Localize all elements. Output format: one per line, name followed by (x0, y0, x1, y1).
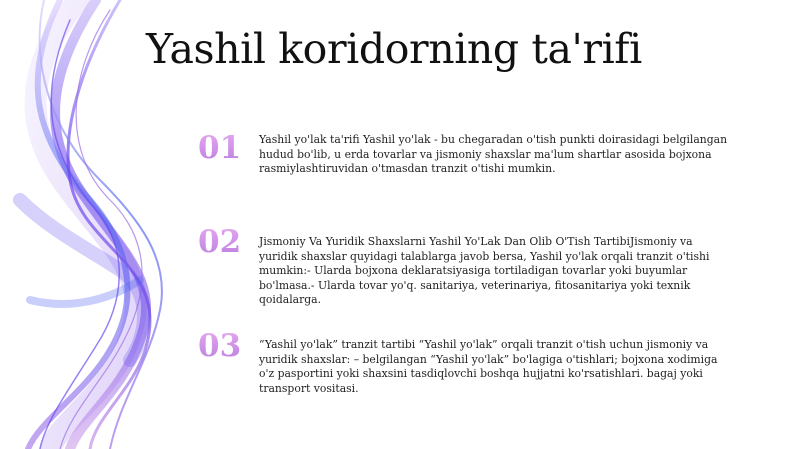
item-number-02: 02 (198, 224, 242, 260)
item-text-03: “Yashil yo'lak” tranzit tartibi “Yashil yo'lak” orqali tranzit o'tish uchun jismoniy va yuridik shaxslar: – belgilangan “Yashil yo'lak” bo'lagiga o'tishlari; bojxona xodimiga o'z pasportini yoki shaxsini tasdiqlovchi boshqa hujjatni ko'rsatishlari. bagaj yoki transport vositasi. (259, 338, 718, 395)
slide-title: Yashil koridorning ta'rifi (146, 25, 642, 73)
item-text-02: Jismoniy Va Yuridik Shaxslarni Yashil Yo'Lak Dan Olib O'Tish TartibiJismoniy va yuridik shaxslar quyidagi talablarga javob bersa, Yashil yo'lak orqali tranzit o'tishi mumkin:- Ularda bojxona deklaratsiyasiga tortiladigan tovarlar yoki buyumlar bo'lmasa.- Ularda tovar yo'q. sanitariya, veterinariya, fitosanitariya yoki texnik qoidalarga. (259, 235, 710, 307)
item-number-03: 03 (198, 328, 242, 364)
item-number-01: 01 (198, 130, 242, 166)
item-text-01: Yashil yo'lak ta'rifi Yashil yo'lak - bu chegaradan o'tish punkti doirasidagi belgilangan hudud bo'lib, u erda tovarlar va jismoniy shaxslar ma'lum shartlar asosida bojxona rasmiylashtiruvidan o'tmasdan tranzit o'tishi mumkin. (259, 133, 728, 176)
